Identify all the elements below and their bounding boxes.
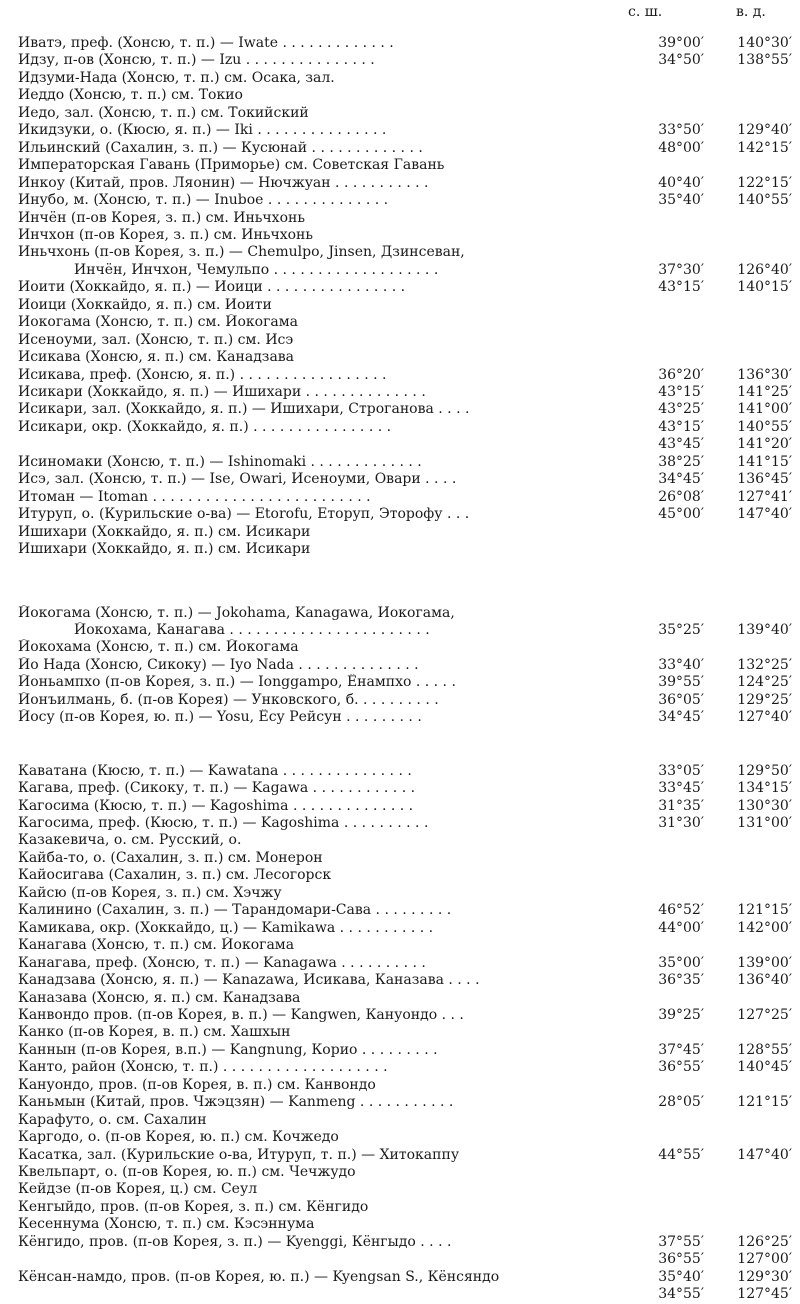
entry-row: [0, 1007, 800, 1025]
entry-row: [0, 471, 800, 489]
entry-latitude: 46°52′: [658, 902, 704, 919]
entry-row: [0, 175, 800, 193]
entry-row: [0, 279, 800, 297]
entry-longitude: 140°45′: [737, 1059, 792, 1076]
entry-row: [0, 367, 800, 385]
entry-latitude: 35°25′: [658, 621, 704, 638]
entry-row: [0, 1129, 800, 1147]
entry-row: [0, 1077, 800, 1095]
entry-row: [0, 314, 800, 332]
entry-latitude: 36°05′: [658, 691, 704, 708]
entry-longitude: 140°30′: [737, 35, 792, 51]
entry-name: Иоити (Хоккайдо, я. п.) — Иоици . . . . . . . . . . . . . . . .: [18, 279, 406, 296]
entry-latitude: 28°05′: [658, 1094, 704, 1111]
entry-row: [0, 780, 800, 798]
entry-latitude: 34°50′: [658, 52, 704, 69]
entry-name: Инчхон (п-ов Корея, з. п.) см. Иньчхонь: [18, 226, 313, 243]
entry-latitude: 44°00′: [658, 919, 704, 936]
entry-row: [0, 297, 800, 315]
entry-longitude: 141°00′: [737, 401, 792, 418]
entry-row: [0, 332, 800, 350]
entry-latitude: 43°25′: [658, 401, 704, 418]
entry-name: Канто, район (Хонсю, т. п.) . . . . . . . . . . . . . . . . . . .: [18, 1059, 388, 1076]
entry-latitude: 39°25′: [658, 1006, 704, 1023]
entry-name: Кагава, преф. (Сикоку, т. п.) — Kagawa . . . . . . . . . . . .: [18, 780, 416, 797]
entry-name: Инкоу (Китай, пров. Ляонин) — Нючжуан . . . . . . . . . . .: [18, 174, 429, 191]
entry-row: [0, 1112, 800, 1130]
entry-longitude: 142°00′: [737, 919, 792, 936]
entry-latitude: 33°45′: [658, 780, 704, 797]
entry-longitude: 141°25′: [737, 384, 792, 400]
entry-name: Кёнгидо, пров. (п-ов Корея, з. п.) — Kyenggi, Кёнгыдо . . . .: [18, 1233, 452, 1250]
entry-longitude: 139°40′: [737, 621, 792, 638]
entry-row: [0, 210, 800, 228]
entry-latitude: 43°45′: [658, 436, 704, 453]
entry-latitude: 45°00′: [658, 506, 704, 523]
entry-row: [0, 1269, 800, 1287]
entry-row: [0, 763, 800, 781]
entry-longitude: 124°25′: [737, 674, 792, 691]
entry-row: [0, 524, 800, 542]
entry-name: Ильинский (Сахалин, з. п.) — Кусюнай . . . . . . . . . . . . .: [18, 139, 423, 156]
entry-name: Йокохама, Канагава . . . . . . . . . . . . . . . . . . . . . . .: [74, 621, 430, 638]
entry-row: [0, 436, 800, 454]
entry-name: Йо Нада (Хонсю, Сикоку) — Iyo Nada . . . . . . . . . . . . . .: [18, 656, 419, 673]
entry-name: Инчён, Инчхон, Чемульпо . . . . . . . . . . . . . . . . . . .: [74, 261, 439, 278]
entry-longitude: 129°30′: [737, 1268, 792, 1285]
entry-row: [0, 1164, 800, 1182]
entry-longitude: 126°40′: [737, 261, 792, 278]
entry-longitude: 141°15′: [737, 453, 792, 470]
entry-latitude: 35°40′: [658, 192, 704, 209]
entry-longitude: 136°30′: [737, 366, 792, 383]
entry-name: Итоман — Itoman . . . . . . . . . . . . . . . . . . . . . . . . .: [18, 488, 371, 505]
entry-name: Карафуто, о. см. Сахалин: [18, 1111, 207, 1128]
entry-longitude: 140°15′: [737, 279, 792, 296]
entry-name: Канагава (Хонсю, т. п.) см. Йокогама: [18, 937, 295, 954]
entry-name: Инчён (п-ов Корея, з. п.) см. Иньчхонь: [18, 209, 305, 226]
entry-latitude: 31°30′: [658, 815, 704, 831]
entry-latitude: 26°08′: [658, 488, 704, 505]
entry-name: Кенгыйдо, пров. (п-ов Корея, з. п.) см. Кёнгидо: [18, 1198, 369, 1215]
entry-row: [0, 192, 800, 210]
entry-longitude: 129°50′: [737, 762, 792, 779]
entry-longitude: 139°00′: [737, 954, 792, 971]
entry-row: [0, 815, 800, 833]
entry-row: [0, 605, 800, 623]
entry-row: [0, 1042, 800, 1060]
entry-name: Исеноуми, зал. (Хонсю, т. п.) см. Исэ: [18, 331, 294, 348]
entry-name: Кейдзе (п-ов Корея, ц.) см. Сеул: [18, 1181, 258, 1198]
entry-row: [0, 709, 800, 727]
entry-latitude: 34°55′: [658, 1286, 704, 1303]
entry-row: [0, 798, 800, 816]
entry-name: Канко (п-ов Корея, в. п.) см. Хашхын: [18, 1024, 291, 1041]
entry-latitude: 37°55′: [658, 1233, 704, 1250]
entry-name: Казакевича, о. см. Русский, о.: [18, 832, 242, 849]
column-header: [0, 4, 800, 22]
entry-row: [0, 1181, 800, 1199]
entry-name: Кёнсан-намдо, пров. (п-ов Корея, ю. п.) — Kyengsan S., Кёнсяндо: [18, 1268, 500, 1285]
entry-latitude: 37°30′: [658, 261, 704, 278]
entry-longitude: 122°15′: [737, 174, 792, 191]
entry-latitude: 36°55′: [658, 1251, 704, 1268]
entry-row: [0, 52, 800, 70]
entry-name: Кануондо, пров. (п-ов Корея, в. п.) см. Канвондо: [18, 1076, 376, 1093]
entry-row: [0, 401, 800, 419]
entry-row: [0, 920, 800, 938]
entry-longitude: 147°40′: [737, 1146, 792, 1163]
entry-name: Каннын (п-ов Корея, в.п.) — Kangnung, Корио . . . . . . . . .: [18, 1041, 438, 1058]
entry-row: [0, 384, 800, 402]
entry-longitude: 136°45′: [737, 471, 792, 488]
entry-name: Кайосигава (Сахалин, з. п.) см. Лесогорск: [18, 867, 332, 884]
entry-row: [0, 157, 800, 175]
entry-row: [0, 105, 800, 123]
entry-row: [0, 489, 800, 507]
entry-row: [0, 1147, 800, 1165]
entry-row: [0, 87, 800, 105]
entry-longitude: 127°45′: [737, 1286, 792, 1303]
entry-longitude: 128°55′: [737, 1041, 792, 1058]
entry-name: Ишихари (Хоккайдо, я. п.) см. Исикари: [18, 523, 311, 540]
entry-row: [0, 35, 800, 53]
entry-longitude: 129°40′: [737, 122, 792, 139]
entry-latitude: 43°15′: [658, 384, 704, 400]
entry-latitude: 40°40′: [658, 174, 704, 191]
entry-longitude: 127°40′: [737, 709, 792, 726]
entry-row: [0, 674, 800, 692]
entry-row: [0, 902, 800, 920]
entry-name: Йокохама (Хонсю, т. п.) см. Йокогама: [18, 639, 299, 656]
entry-name: Идзуми-Нада (Хонсю, т. п.) см. Осака, зал.: [18, 69, 335, 86]
entry-name: Йоньампхо (п-ов Корея, з. п.) — Ionggampo, Ёнампхо . . . . .: [18, 674, 456, 691]
entry-name: Кагосима, преф. (Кюсю, т. п.) — Kagoshima . . . . . . . . . .: [18, 815, 429, 831]
entry-latitude: 48°00′: [658, 139, 704, 156]
entry-name: Исикава, преф. (Хонсю, я. п.) . . . . . . . . . . . . . . . . .: [18, 366, 387, 383]
entry-name: Икидзуки, о. (Кюсю, я. п.) — Iki . . . . . . . . . . . . . . .: [18, 122, 387, 139]
entry-row: [0, 1199, 800, 1217]
entry-name: Кайба-то, о. (Сахалин, з. п.) см. Монерон: [18, 849, 323, 866]
entry-latitude: 35°00′: [658, 954, 704, 971]
entry-longitude: 134°15′: [737, 780, 792, 797]
entry-name: Касатка, зал. (Курильские о-ва, Итуруп, т. п.) — Хитокаппу: [18, 1146, 460, 1163]
entry-longitude: 138°55′: [737, 52, 792, 69]
entry-row: [0, 122, 800, 140]
entry-longitude: 136°40′: [737, 972, 792, 989]
entry-latitude: 35°40′: [658, 1268, 704, 1285]
entry-latitude: 36°20′: [658, 366, 704, 383]
entry-longitude: 147°40′: [737, 506, 792, 523]
entry-name: Ишихари (Хоккайдо, я. п.) см. Исикари: [18, 541, 311, 558]
entry-row: [0, 657, 800, 675]
entry-longitude: 132°25′: [737, 656, 792, 673]
entry-row: [0, 692, 800, 710]
entry-name: Каназава (Хонсю, я. п.) см. Канадзава: [18, 989, 301, 1006]
entry-row: [0, 832, 800, 850]
entry-row: [0, 990, 800, 1008]
entry-latitude: 37°45′: [658, 1041, 704, 1058]
entry-longitude: 142°15′: [737, 139, 792, 156]
entry-latitude: 39°00′: [658, 35, 704, 51]
entry-row: [0, 244, 800, 262]
entry-row: [0, 937, 800, 955]
entry-latitude: 36°55′: [658, 1059, 704, 1076]
entry-row: [0, 1216, 800, 1234]
entry-name: Кесеннума (Хонсю, т. п.) см. Кэсэннума: [18, 1216, 315, 1233]
entry-latitude: 34°45′: [658, 471, 704, 488]
entry-longitude: 126°25′: [737, 1233, 792, 1250]
entry-row: [0, 867, 800, 885]
entry-longitude: 121°15′: [737, 1094, 792, 1111]
entry-row: [0, 1286, 800, 1304]
longitude-header: в. д.: [736, 4, 766, 20]
entry-name: Канвондо пров. (п-ов Корея, в. п.) — Kangwen, Кануондо . . .: [18, 1006, 464, 1023]
entry-row: [0, 639, 800, 657]
entry-name: Камикава, окр. (Хоккайдо, ц.) — Kamikawa . . . . . . . . . . .: [18, 919, 434, 936]
entry-name: Исикари, зал. (Хоккайдо, я. п.) — Ишихари, Строганова . . . .: [18, 401, 470, 418]
entry-name: Йонъилмань, б. (п-ов Корея) — Унковского, б. . . . . . . . . .: [18, 691, 439, 708]
entry-name: Исикава (Хонсю, я. п.) см. Канадзава: [18, 349, 295, 366]
entry-name: Исикари (Хоккайдо, я. п.) — Ишихари . . . . . . . . . . . . . .: [18, 384, 426, 400]
entry-row: [0, 955, 800, 973]
entry-latitude: 33°50′: [658, 122, 704, 139]
entry-longitude: 129°25′: [737, 691, 792, 708]
entry-row: [0, 70, 800, 88]
entry-name: Калинино (Сахалин, з. п.) — Тарандомари-Сава . . . . . . . . .: [18, 902, 452, 919]
entry-name: Квельпарт, о. (п-ов Корея, ю. п.) см. Чечжудо: [18, 1164, 356, 1180]
entry-longitude: 127°41′: [737, 488, 792, 505]
entry-longitude: 130°30′: [737, 797, 792, 814]
entry-row: [0, 1059, 800, 1077]
entry-latitude: 34°45′: [658, 709, 704, 726]
entry-row: [0, 1024, 800, 1042]
entry-name: Инубо, м. (Хонсю, т. п.) — Inuboe . . . . . . . . . . . . . .: [18, 192, 389, 209]
entry-name: Канадзава (Хонсю, я. п.) — Kanazawa, Исикава, Каназава . . . .: [18, 972, 480, 989]
entry-row: [0, 1094, 800, 1112]
entry-row: [0, 349, 800, 367]
entry-latitude: 31°35′: [658, 797, 704, 814]
entry-latitude: 43°15′: [658, 279, 704, 296]
entry-name: Иньчхонь (п-ов Корея, з. п.) — Chemulpo, Jinsen, Дзинсеван,: [18, 244, 465, 261]
entry-row: [0, 140, 800, 158]
entry-row: [0, 454, 800, 472]
entry-longitude: 121°15′: [737, 902, 792, 919]
entry-longitude: 140°55′: [737, 192, 792, 209]
entry-name: Императорская Гавань (Приморье) см. Советская Гавань: [18, 157, 445, 174]
entry-longitude: 127°00′: [737, 1251, 792, 1268]
entry-name: Йокогама (Хонсю, т. п.) — Jokohama, Kanagawa, Иокогама,: [18, 604, 455, 621]
entry-row: [0, 972, 800, 990]
entry-name: Иватэ, преф. (Хонсю, т. п.) — Iwate . . . . . . . . . . . . .: [18, 35, 394, 51]
entry-row: [0, 1251, 800, 1269]
entry-row: [0, 227, 800, 245]
entry-row: [0, 262, 800, 280]
entry-row: [0, 1234, 800, 1252]
entry-longitude: 140°55′: [737, 418, 792, 435]
entry-name: Исэ, зал. (Хонсю, т. п.) — Ise, Owari, Исеноуми, Овари . . . .: [18, 471, 457, 488]
entry-row: [0, 506, 800, 524]
entry-row: [0, 850, 800, 868]
entry-latitude: 39°55′: [658, 674, 704, 691]
entry-row: [0, 419, 800, 437]
entry-name: Каватана (Кюсю, т. п.) — Kawatana . . . . . . . . . . . . . . .: [18, 762, 412, 779]
entry-name: Итуруп, о. (Курильские о-ва) — Etorofu, Еторуп, Эторофу . . .: [18, 506, 470, 523]
entry-name: Исикари, окр. (Хоккайдо, я. п.) . . . . . . . . . . . . . . . .: [18, 418, 392, 435]
entry-latitude: 43°15′: [658, 418, 704, 435]
entry-longitude: 131°00′: [737, 815, 792, 831]
entry-row: [0, 541, 800, 559]
entry-name: Канагава, преф. (Хонсю, т. п.) — Kanagawa . . . . . . . . . .: [18, 954, 426, 971]
entry-row: [0, 622, 800, 640]
entry-row: [0, 885, 800, 903]
entry-latitude: 33°40′: [658, 656, 704, 673]
entry-name: Иоици (Хоккайдо, я. п.) см. Иоити: [18, 296, 272, 313]
entry-latitude: 36°35′: [658, 972, 704, 989]
entry-name: Каньмын (Китай, пров. Чжэцзян) — Kanmeng . . . . . . . . . . .: [18, 1094, 454, 1111]
entry-name: Иедо, зал. (Хонсю, т. п.) см. Токийский: [18, 104, 309, 121]
entry-longitude: 127°25′: [737, 1006, 792, 1023]
entry-name: Иокогама (Хонсю, т. п.) см. Йокогама: [18, 314, 299, 331]
entry-name: Кагосима (Кюсю, т. п.) — Kagoshima . . . . . . . . . . . . . .: [18, 797, 414, 814]
entry-latitude: 44°55′: [658, 1146, 704, 1163]
latitude-header: с. ш.: [628, 4, 663, 20]
entry-longitude: 141°20′: [737, 436, 792, 453]
entry-name: Каргодо, о. (п-ов Корея, ю. п.) см. Кочжедо: [18, 1129, 339, 1146]
entry-name: Идзу, п-ов (Хонсю, т. п.) — Izu . . . . . . . . . . . . . . .: [18, 52, 375, 69]
entry-latitude: 38°25′: [658, 453, 704, 470]
entry-latitude: 33°05′: [658, 762, 704, 779]
entry-name: Исиномаки (Хонсю, т. п.) — Ishinomaki . . . . . . . . . . . . .: [18, 453, 422, 470]
entry-name: Иеддо (Хонсю, т. п.) см. Токио: [18, 87, 243, 104]
entry-name: Йосу (п-ов Корея, ю. п.) — Yosu, Ёсу Рейсун . . . . . . . . .: [18, 709, 422, 726]
entry-name: Кайсю (п-ов Корея, з. п.) см. Хэчжу: [18, 884, 282, 901]
